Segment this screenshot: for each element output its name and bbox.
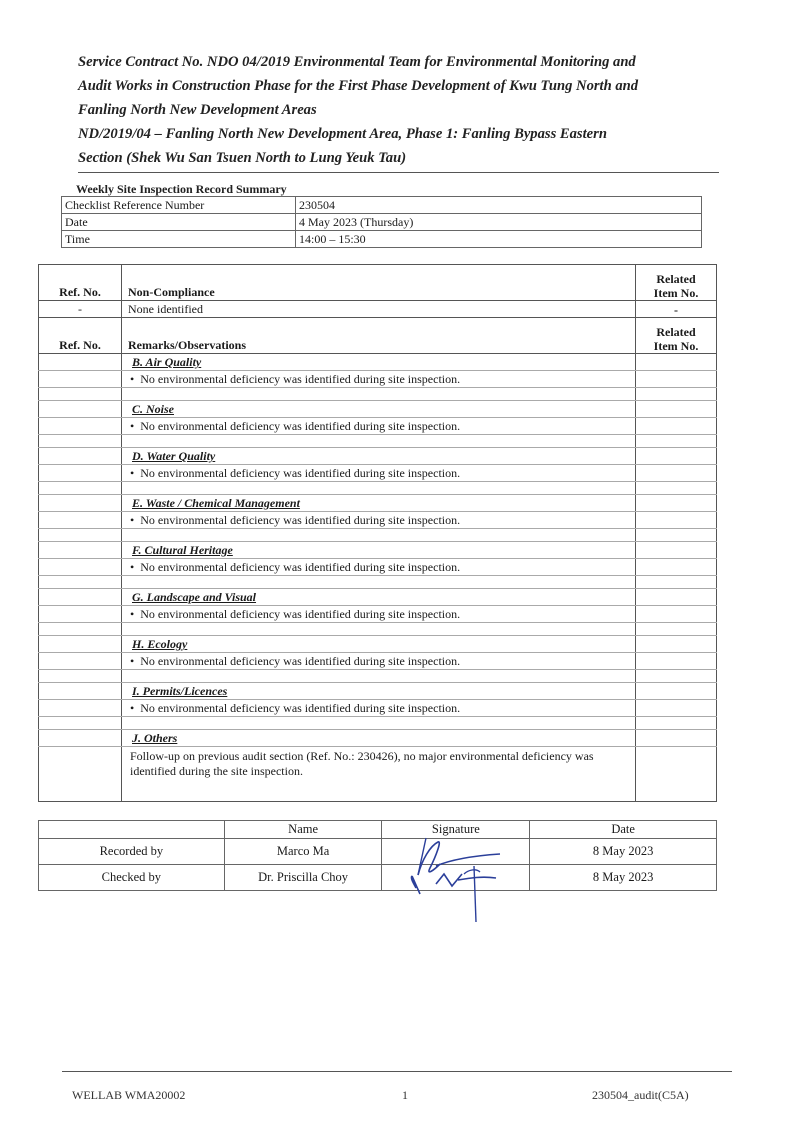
footer-left: WELLAB WMA20002 (72, 1088, 186, 1102)
spacer-row (39, 435, 717, 448)
section-title-row (39, 495, 717, 512)
section-title: C. Noise (122, 401, 636, 418)
signoff-role: Recorded by (39, 839, 225, 865)
noncompliance-header-row (39, 265, 717, 301)
document-header (78, 50, 718, 170)
signoff-row (39, 865, 717, 891)
related-item-header: Related Item No. (636, 318, 717, 354)
ref-no-header: Ref. No. (39, 265, 122, 301)
header-divider (78, 172, 719, 173)
signoff-name: Dr. Priscilla Choy (224, 865, 382, 891)
section-item: • No environmental deficiency was identified during site inspection. (122, 371, 636, 388)
section-item-row (39, 559, 717, 576)
header-line: ND/2019/04 – Fanling North New Development Area, Phase 1: Fanling Bypass Eastern (78, 126, 607, 142)
inspection-table (38, 264, 717, 802)
summary-row (62, 197, 702, 214)
summary-row (62, 214, 702, 231)
section-title: H. Ecology (122, 636, 636, 653)
section-title-row (39, 542, 717, 559)
section-title: I. Permits/Licences (122, 683, 636, 700)
signature-header: Signature (382, 821, 530, 839)
spacer-row (39, 576, 717, 589)
noncompliance-row (39, 301, 717, 318)
section-item-row (39, 606, 717, 623)
header-line: Fanling North New Development Areas (78, 102, 317, 118)
noncompliance-text: None identified (122, 301, 636, 318)
related-item-header: Related Item No. (636, 265, 717, 301)
section-title: D. Water Quality (122, 448, 636, 465)
remarks-header-row (39, 318, 717, 354)
summary-value: 14:00 – 15:30 (296, 231, 702, 248)
section-item: • No environmental deficiency was identified during site inspection. (122, 559, 636, 576)
date-header: Date (530, 821, 717, 839)
summary-label: Date (62, 214, 296, 231)
ref-no-header: Ref. No. (39, 318, 122, 354)
summary-value: 4 May 2023 (Thursday) (296, 214, 702, 231)
section-title-row (39, 448, 717, 465)
section-title-row (39, 730, 717, 747)
section-item: • No environmental deficiency was identified during site inspection. (122, 512, 636, 529)
signoff-date: 8 May 2023 (530, 865, 717, 891)
summary-row (62, 231, 702, 248)
section-title-row (39, 683, 717, 700)
header-line: Audit Works in Construction Phase for the First Phase Development of Kwu Tung North and (78, 78, 639, 94)
page-number: 1 (402, 1088, 408, 1102)
others-row (39, 747, 717, 802)
spacer-row (39, 670, 717, 683)
signoff-date: 8 May 2023 (530, 839, 717, 865)
footer-divider (62, 1071, 732, 1072)
header-line: Section (Shek Wu San Tsuen North to Lung Yeuk Tau) (78, 150, 407, 166)
spacer-row (39, 388, 717, 401)
signoff-table (38, 820, 717, 891)
ref-no-cell: - (39, 301, 122, 318)
section-title-row (39, 354, 717, 371)
spacer-row (39, 529, 717, 542)
spacer-row (39, 717, 717, 730)
summary-caption: Weekly Site Inspection Record Summary (76, 182, 287, 196)
spacer-row (39, 482, 717, 495)
section-title-row (39, 636, 717, 653)
section-item-row (39, 465, 717, 482)
others-text: Follow-up on previous audit section (Ref. No.: 230426), no major environmental deficiency was identified during the site inspection. (122, 747, 636, 802)
signoff-row (39, 839, 717, 865)
spacer-row (39, 623, 717, 636)
handwritten-signature-icon (400, 830, 520, 925)
section-item-row (39, 700, 717, 717)
related-item-cell: - (636, 301, 717, 318)
summary-table (61, 196, 702, 248)
section-title: G. Landscape and Visual (122, 589, 636, 606)
section-item-row (39, 653, 717, 670)
section-item-row (39, 512, 717, 529)
noncompliance-header: Non-Compliance (122, 265, 636, 301)
section-title: E. Waste / Chemical Management (122, 495, 636, 512)
remarks-header: Remarks/Observations (122, 318, 636, 354)
section-title-row (39, 401, 717, 418)
name-header: Name (224, 821, 382, 839)
signoff-role: Checked by (39, 865, 225, 891)
summary-label: Checklist Reference Number (62, 197, 296, 214)
section-item-row (39, 371, 717, 388)
section-item: • No environmental deficiency was identified during site inspection. (122, 418, 636, 435)
section-item: • No environmental deficiency was identified during site inspection. (122, 653, 636, 670)
footer-right: 230504_audit(C5A) (592, 1088, 689, 1102)
signoff-name: Marco Ma (224, 839, 382, 865)
section-item: • No environmental deficiency was identified during site inspection. (122, 700, 636, 717)
section-title-row (39, 589, 717, 606)
section-item-row (39, 418, 717, 435)
section-title: F. Cultural Heritage (122, 542, 636, 559)
header-line: Service Contract No. NDO 04/2019 Environmental Team for Environmental Monitoring and (78, 54, 636, 70)
section-item: • No environmental deficiency was identified during site inspection. (122, 465, 636, 482)
section-item: • No environmental deficiency was identified during site inspection. (122, 606, 636, 623)
section-title: J. Others (122, 730, 636, 747)
section-title: B. Air Quality (122, 354, 636, 371)
summary-label: Time (62, 231, 296, 248)
summary-value: 230504 (296, 197, 702, 214)
signoff-header-row (39, 821, 717, 839)
